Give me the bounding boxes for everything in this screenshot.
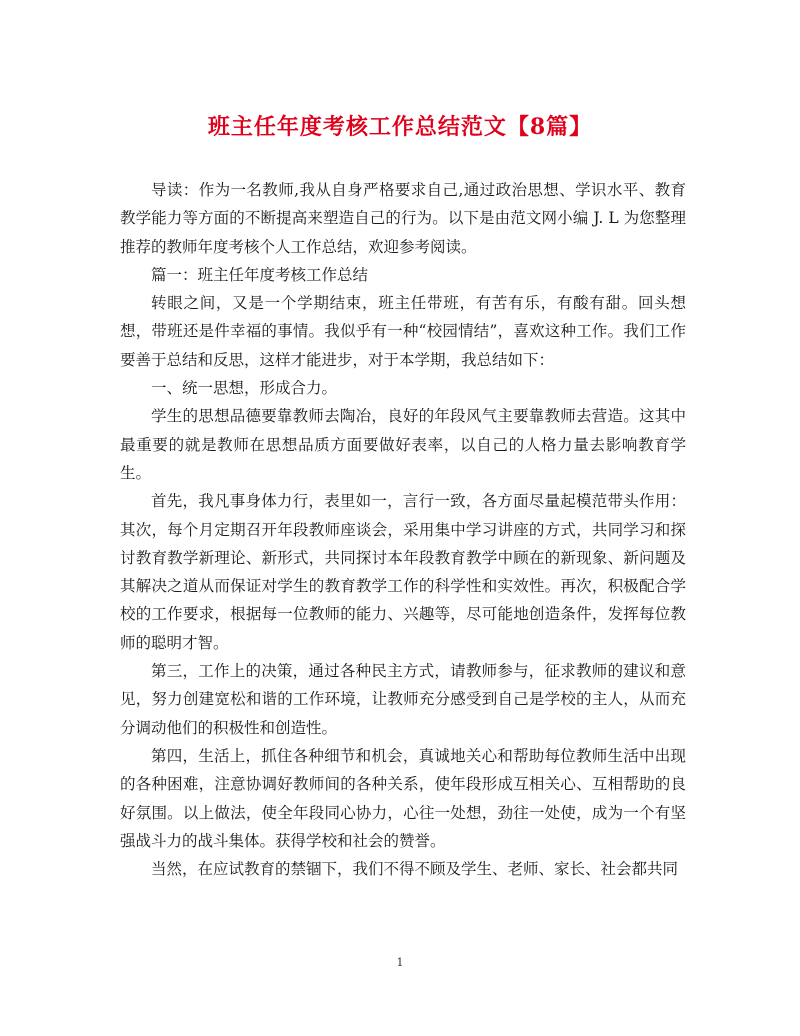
body-paragraph: 首先，我凡事身体力行，表里如一，言行一致，各方面尽量起模范带头作用：其次，每个月定期召开年段教师座谈会，采用集中学习讲座的方式，共同学习和探讨教育教学新理论、新形式，共同探讨本年段教育教学中顾在的新现象、新问题及其解决之道从而保证对学生的教育教学工作的科学性和实效性。再次，积极配合学校的工作要求，根据每一位教师的能力、兴趣等，尽可能地创造条件，发挥每位教师的聪明才智。 [120,492,686,652]
intro-paragraph: 导读：作为一名教师,我从自身严格要求自己,通过政治思想、学识水平、教育教学能力等方面的不断提高来塑造自己的行为。以下是由范文网小编 J. L 为您整理推荐的教师年度考核个人工作总结，欢迎参考阅读。 [120,181,686,256]
body-paragraph: 第四，生活上，抓住各种细节和机会，真诚地关心和帮助每位教师生活中出现的各种困难，注意协调好教师间的各种关系，使年段形成互相关心、互相帮助的良好氛围。以上做法，使全年段同心协力，心往一处想，劲往一处使，成为一个有坚强战斗力的战斗集体。获得学校和社会的赞誉。 [120,746,686,850]
section-heading: 篇一：班主任年度考核工作总结 [151,265,369,284]
page-number: 1 [396,956,404,969]
subheading: 一、统一思想，形成合力。 [151,379,338,398]
document-title: 班主任年度考核工作总结范文【8篇】 [207,114,593,140]
body-paragraph: 学生的思想品德要靠教师去陶冶，良好的年段风气主要靠教师去营造。这其中最重要的就是教师在思想品质方面要做好表率，以自己的人格力量去影响教育学生。 [120,407,686,482]
body-paragraph: 转眼之间，又是一个学期结束，班主任带班，有苦有乐，有酸有甜。回头想想，带班还是件幸福的事情。我似乎有一种“校园情结”，喜欢这种工作。我们工作要善于总结和反思，这样才能进步，对于本学期，我总结如下： [120,294,686,369]
body-paragraph: 第三，工作上的决策，通过各种民主方式，请教师参与，征求教师的建议和意见，努力创建宽松和谐的工作环境，让教师充分感受到自己是学校的主人，从而充分调动他们的积极性和创造性。 [120,662,686,737]
document-body [120,176,686,883]
body-paragraph: 当然，在应试教育的禁锢下，我们不得不顾及学生、老师、家长、社会都共同 [151,860,679,879]
